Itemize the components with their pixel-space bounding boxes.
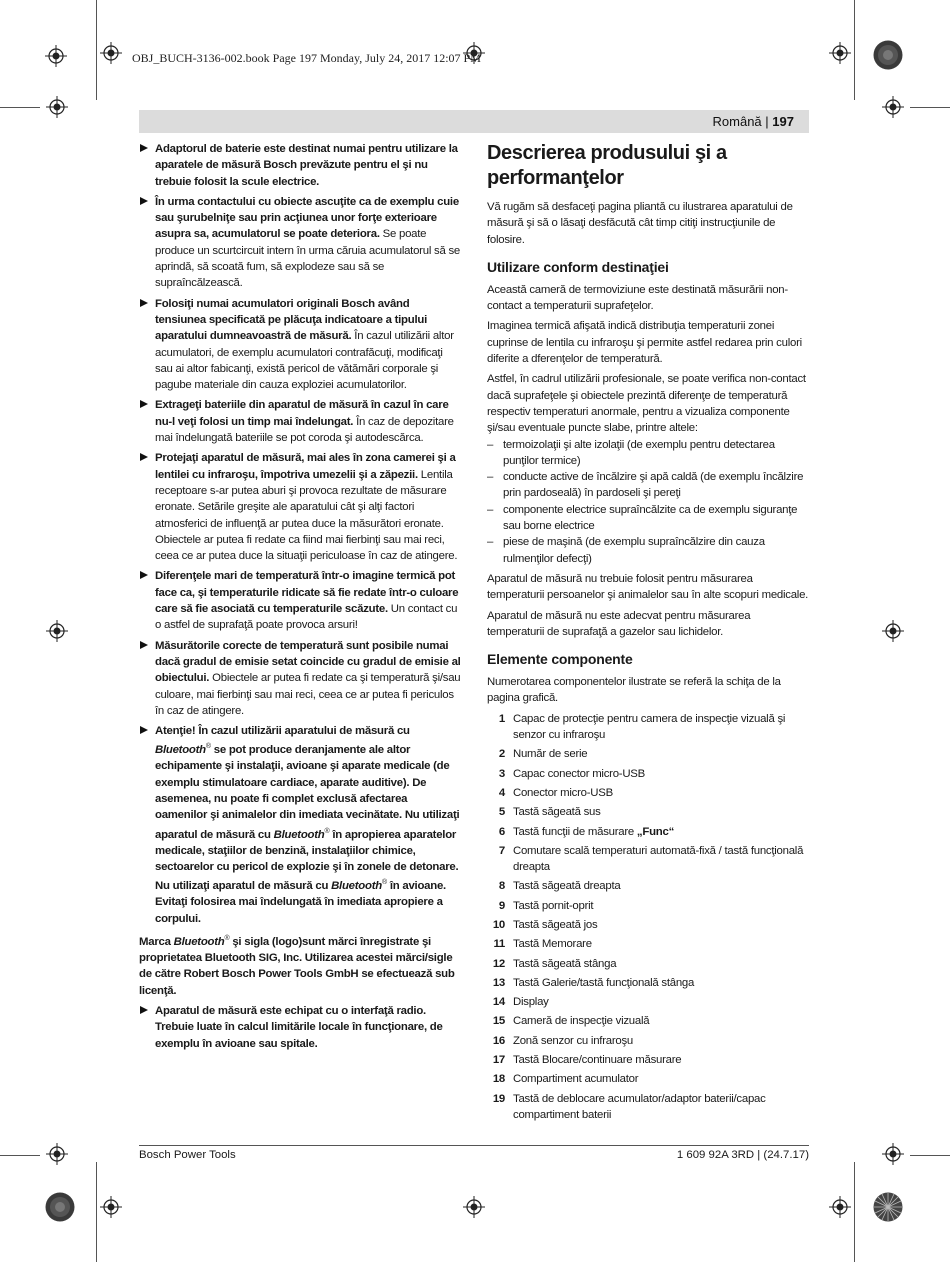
bullet-bold-text: Diferenţele mari de temperatură într-o imagine termică pot face ca, şi temperaturile ridicate să fie redate într-o culoare care să fie asociată cu temperaturile scăzute. [155,570,459,616]
intended-use-paragraph: Aparatul de măsură nu trebuie folosit pentru măsurarea temperaturii persoanelor şi animalelor sau în alte scopuri medicale. [487,572,809,602]
component-text: Tastă Galerie/tastă funcţională stânga [513,976,695,989]
component-text: Capac conector micro-USB [513,767,646,780]
component-text: Cameră de inspecţie vizuală [513,1015,650,1028]
attention-text: Atenţie! În cazul utilizării aparatului de măsură cu [155,725,410,738]
components-intro: Numerotarea componentelor ilustrate se referă la schiţa de la pagina grafică. [487,676,781,705]
component-number: 9 [498,899,505,912]
component-text: Tastă funcţii de măsurare [513,825,637,838]
printer-color-disc-icon [873,1192,903,1222]
printer-color-disc-icon [873,40,903,70]
component-item [487,843,809,876]
header-separator: | [765,114,769,129]
component-text: Compartiment acumulator [513,1073,639,1086]
component-number: 7 [498,844,505,857]
registration-mark-icon [882,96,904,118]
safety-bullet [139,450,461,564]
registration-mark-icon [100,1196,122,1218]
component-text: Tastă de deblocare acumulator/adaptor baterii/capac compartiment baterii [513,1092,766,1121]
registration-mark-icon [45,45,67,67]
bullet-bold-text: Adaptorul de baterie este destinat numai pentru utilizare la aparatele de măsură Bosch prevăzute pentru el şi nu trebuie folosit la scule electrice. [155,143,458,188]
bullet-arrow-icon [140,144,148,152]
registration-mark-icon [100,42,122,64]
trademark-notice [139,931,461,999]
component-number: 1 [498,712,505,725]
bullet-arrow-icon [140,1006,148,1014]
component-text: Tastă săgeată sus [513,806,601,819]
dash-item-text: componente electrice supraîncălzite ca de exemplu siguranţe sau borne electrice [503,503,798,533]
component-text: Tastă pornit-oprit [513,899,594,912]
bullet-arrow-icon [140,453,148,461]
registration-mark-icon [829,1196,851,1218]
func-key-label: „Func“ [636,825,675,838]
footer-doc-code: 1 609 92A 3RD | (24.7.17) [676,1149,809,1161]
crop-line [96,0,97,100]
components-heading: Elemente componente [487,651,633,668]
registration-mark-icon [46,620,68,642]
bullet-bold-text: Aparatul de măsură este echipat cu o interfaţă radio. Trebuie luate în calcul limitările locale în funcţionare, de exemplu în avioane sau spitale. [155,1005,443,1050]
component-number: 16 [492,1034,505,1047]
component-item [487,804,809,820]
component-text: Comutare scală temperaturi automată-fixă / tastă funcţională dreapta [513,844,804,874]
bullet-text: Lentila receptoare s-ar putea aburi şi provoca rezultate de măsurare eronate. Setările greşite ale aparatului cât şi alţi factori atmosferici de influenţă ar putea duce la măsurători eronate. Obiectele ar putea fi redate ca fiind mai fierbinţi sau mai reci, ceea ce ar putea duce la situaţii periculoase în caz de atingere. [155,468,458,563]
intended-use-paragraph: Imaginea termică afişată indică distribuţia temperaturii zonei cuprinse de lentila cu infraroşu şi permite astfel redarea prin culori diferite a dferenţelor de temperatură. [487,320,802,366]
bluetooth-term: Bluetooth [331,880,382,893]
component-text: Tastă săgeată dreapta [513,880,621,893]
dash-item-text: termoizolaţii şi alte izolaţii (de exemplu pentru detectarea punţilor termice) [503,438,775,467]
registered-mark: ® [381,879,387,887]
safety-bullet [139,568,461,633]
dash-list-item [487,469,809,502]
safety-bullet [139,141,461,190]
registered-mark: ® [324,827,330,835]
dash-list-item [487,502,809,535]
bullet-bold-text: Măsurătorile corecte de temperatură sunt posibile numai dacă gradul de emisie setat coincide cu gradul de emisie al obiectului. [155,639,461,685]
bullet-arrow-icon [140,641,148,649]
right-column [487,141,809,1126]
component-item [487,824,809,840]
crop-line [0,107,40,108]
component-number: 8 [498,880,505,893]
bullet-text: Un contact cu o astfel de suprafaţă poate provoca arsuri! [155,603,458,632]
component-number: 4 [498,786,505,799]
dash-icon: – [487,438,494,451]
component-number: 15 [492,1015,505,1028]
page-header [713,114,794,129]
footer-rule [139,1145,809,1146]
bullet-text: În cazul utilizării altor acumulatori, de exemplu acumulatori contrafăcuţi, modificaţi sau ai altor fabicanţi, există pericol de vătămări corporale şi pagube materiale din cauza exploziei acumulatorilor. [155,330,454,392]
bullet-bold-text: Folosiţi numai acumulatori originali Bosch având tensiunea specificată pe plăcuţa indicatoare a tipului aparatului dumneavoastră de măsură. [155,297,427,343]
component-item [487,785,809,801]
component-item [487,936,809,952]
safety-bullet [139,638,461,719]
component-number: 13 [492,976,505,989]
dash-icon: – [487,536,494,549]
component-item [487,766,809,782]
bluetooth-term: Bluetooth [173,935,225,948]
component-item [487,994,809,1010]
component-number: 11 [493,938,505,951]
registered-mark: ® [224,935,230,943]
bullet-text: În caz de depozitare mai îndelungată bateriile se pot coroda şi autodescărca. [155,415,454,445]
component-item [487,746,809,762]
bluetooth-attention-bullet [139,723,461,927]
registration-mark-icon [46,1143,68,1165]
registration-mark-icon [882,620,904,642]
radio-interface-bullet [139,1003,461,1052]
attention-text: se pot produce deranjamente ale altor echipamente şi instalaţii, avioane şi aparate medicale (de exemplu stimulatoare cardiace, aparate auditive). De asemenea, nu poate fi complet exclusă afectarea oamenilor şi animalelor din imediata vecinătate. Nu utilizaţi aparatul de măsură cu [155,744,460,841]
component-text: Conector micro-USB [513,786,613,799]
crop-line [0,1155,40,1156]
component-text: Tastă săgeată jos [513,918,598,931]
bullet-text: Se poate produce un scurtcircuit intern în urma căruia acumulatorul să se aprindă, să scoată fum, să explodeze sau să se supraîncălzească. [155,228,460,290]
component-item [487,1071,809,1087]
attention-text: în apropierea aparatelor medicale, staţiilor de benzină, instalaţiilor chimice, sectoarelor cu pericol de explozie şi în zonele de detonare. Nu utilizaţi aparatul de măsură cu [155,828,459,893]
component-text: Tastă săgeată stânga [513,957,617,970]
intended-use-paragraph: Astfel, în cadrul utilizării profesionale, se poate verifica non-contact dacă suprafeţele şi obiectele prezintă diferenţe de temperatură respectiv temperaturi anormale, pentru a vizualiza componente şi/sau eventuale puncte slabe, printre altele: [487,373,806,435]
bullet-text: Obiectele ar putea fi redate ca şi temperatură şi/sau culoare, mai fierbinţi sau mai reci, ceea ce ar putea fi periculos în caz de atingere. [155,672,461,717]
dash-list-item [487,437,809,470]
bullet-arrow-icon [140,400,148,408]
component-number: 2 [498,748,505,761]
left-column [139,141,461,1056]
component-item [487,975,809,991]
dash-item-text: conducte active de încălzire şi apă caldă (de exemplu încălzire prin pardoseală) în pardoseli şi pereţi [503,471,804,500]
page-number: 197 [772,114,794,129]
trademark-text: şi sigla (logo)sunt mărci înregistrate şi proprietatea Bluetooth SIG, Inc. Utilizarea acestei mărci/sigle de către Robert Bosch Power Tools GmbH se efectuează sub licenţă. [139,935,455,997]
component-number: 6 [498,825,505,838]
intended-use-paragraph: Aparatul de măsură nu este adecvat pentru măsurarea temperaturii de suprafaţă a gazelor sau lichidelor. [487,609,751,638]
page-header-bar [139,110,809,133]
dash-icon: – [487,503,494,516]
registration-mark-icon [829,42,851,64]
crop-line [96,1162,97,1262]
dash-icon: – [487,471,494,484]
bullet-bold-text: Extrageţi bateriile din aparatul de măsură în cazul în care nu-l veţi folosi un timp mai îndelungat. [155,399,449,428]
component-item [487,917,809,933]
component-text: Capac de protecţie pentru camera de inspecţie vizuală şi senzor cu infraroşu [513,712,786,742]
registration-mark-icon [46,96,68,118]
bluetooth-term: Bluetooth [273,828,325,841]
bullet-bold-text: În urma contactului cu obiecte ascuţite ca de exemplu cuie sau şurubelniţe sau prin acţiunea unor forţe exterioare asupra sa, acumulatorul se poate deteriora. [155,195,459,241]
dash-item-text: piese de maşină (de exemplu supraîncălzire din cauza rulmenţilor defecţi) [503,536,765,565]
component-number: 3 [498,767,505,780]
dash-list-item [487,534,809,567]
component-item [487,1033,809,1049]
crop-line [910,1155,950,1156]
registered-mark: ® [205,743,211,751]
printer-color-disc-icon [45,1192,75,1222]
component-number: 10 [492,918,505,931]
component-number: 18 [492,1073,505,1086]
crop-line [910,107,950,108]
safety-bullet [139,397,461,446]
bluetooth-term: Bluetooth [155,744,206,757]
registration-mark-icon [882,1143,904,1165]
component-item [487,1052,809,1068]
intended-use-heading: Utilizare conform destinaţiei [487,258,669,275]
bullet-arrow-icon [140,726,148,734]
component-item [487,711,809,744]
component-text: Display [513,996,549,1009]
header-language: Română [712,114,762,129]
section-title: Descrierea produsului şi a performanţelor [487,142,727,189]
bullet-arrow-icon [140,197,148,205]
attention-text: în avioane. Evitaţi folosirea mai îndelungată în imediata apropiere a corpului. [155,880,446,925]
bullet-arrow-icon [140,571,148,579]
component-number: 5 [498,806,505,819]
bullet-arrow-icon [140,299,148,307]
component-number: 12 [492,957,505,970]
crop-line [854,1162,855,1262]
trademark-text: Marca [139,935,174,948]
intended-use-paragraph: Această cameră de termoviziune este destinată măsurării non-contact a temperaturii suprafeţelor. [487,283,788,313]
safety-bullet [139,296,461,394]
component-text: Tastă Memorare [513,938,592,951]
component-item [487,898,809,914]
component-text: Număr de serie [513,748,588,761]
registration-mark-icon [463,1196,485,1218]
bullet-bold-text: Protejaţi aparatul de măsură, mai ales în zona camerei şi a lentilei cu infraroşu, împotriva umezelii şi a zăpezii. [155,452,456,481]
crop-line [854,0,855,100]
safety-bullet [139,194,461,292]
component-text: Zonă senzor cu infraroşu [513,1034,633,1047]
component-item [487,1013,809,1029]
intro-paragraph: Vă rugăm să desfaceţi pagina pliantă cu ilustrarea aparatului de măsură şi să o lăsaţi desfăcută cât timp citiţi instrucţiunile de folosire. [487,201,793,246]
print-slug: OBJ_BUCH-3136-002.book Page 197 Monday, July 24, 2017 12:07 PM [132,51,481,65]
component-item [487,1091,809,1124]
footer-brand: Bosch Power Tools [139,1149,236,1161]
component-item [487,878,809,894]
component-number: 19 [492,1092,505,1105]
component-text: Tastă Blocare/continuare măsurare [513,1054,682,1067]
component-number: 17 [492,1054,505,1067]
component-item [487,956,809,972]
component-number: 14 [492,996,505,1009]
